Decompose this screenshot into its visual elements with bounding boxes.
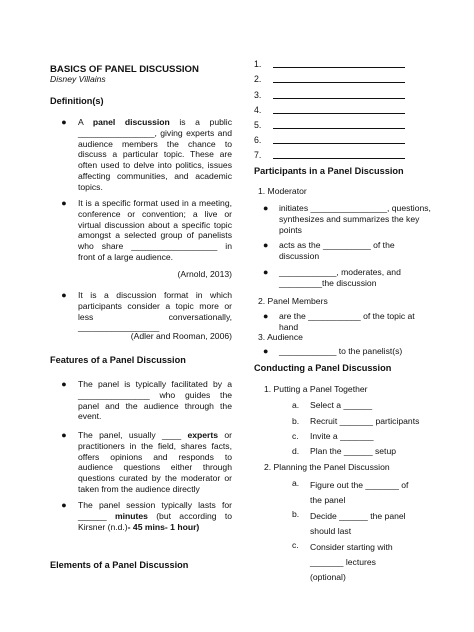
document-title: BASICS OF PANEL DISCUSSION — [50, 64, 199, 75]
step-1-item-c-letter: c. — [292, 431, 299, 441]
features-heading: Features of a Panel Discussion — [50, 355, 186, 365]
feature-3-bold-minutes: minutes — [114, 510, 148, 521]
bullet-icon: ● — [263, 311, 269, 321]
line-number: 1. — [254, 59, 262, 69]
definition-1-pre: A — [78, 117, 93, 127]
definition-1 — [50, 117, 232, 193]
line-number: 3. — [254, 90, 262, 100]
line-number: 7. — [254, 150, 262, 160]
answer-line — [273, 128, 405, 129]
step-1-item-b: Recruit _______ participants — [310, 416, 420, 426]
bullet-icon: ● — [61, 430, 67, 440]
step-2-item-a: Figure out the _______ of the panel — [310, 480, 409, 505]
answer-line — [273, 98, 405, 99]
participants-heading: Participants in a Panel Discussion — [254, 166, 404, 176]
answer-line — [273, 143, 405, 144]
step-2-item-a-letter: a. — [292, 478, 300, 488]
step-2-item-b-letter: b. — [292, 509, 300, 519]
definition-2 — [50, 198, 232, 263]
step-2-item-b: Decide ______ the panel should last — [310, 511, 406, 536]
bullet-icon: ● — [61, 290, 67, 300]
answer-line — [273, 113, 405, 114]
definition-1-text: is a public ________________, giving experts and audience members the chance to discuss a particular topic. These are often used to delve into politics, issues affecting communities, and academic topics. — [78, 117, 232, 192]
step-2-label: 2. Planning the Panel Discussion — [264, 462, 390, 472]
step-1-label: 1. Putting a Panel Together — [264, 384, 368, 394]
definition-2-citation: (Arnold, 2013) — [177, 269, 232, 279]
moderator-item-2 — [263, 240, 431, 262]
feature-2-bold: experts — [187, 430, 219, 440]
feature-1-text: The panel is typically facilitated by a _______________ who guides the panel and the audience through the event. — [78, 379, 232, 422]
panel-members-item-1-text: are the ___________ of the topic at hand — [279, 311, 415, 332]
moderator-item-2-text: acts as the __________ of the discussion — [279, 240, 395, 261]
elements-heading: Elements of a Panel Discussion — [50, 560, 189, 570]
answer-line — [273, 82, 405, 83]
definitions-heading: Definition(s) — [50, 96, 104, 106]
bullet-icon: ● — [61, 379, 67, 389]
moderator-label: 1. Moderator — [258, 186, 307, 196]
bullet-icon: ● — [61, 500, 67, 510]
line-number: 2. — [254, 74, 262, 84]
moderator-item-3 — [263, 267, 431, 289]
moderator-item-3-text: ____________, moderates, and _________the discussion — [279, 267, 401, 288]
audience-label: 3. Audience — [258, 332, 303, 342]
definition-3-text: It is a discussion format in which participants consider a topic more or less conversationally, _________________ — [78, 290, 232, 333]
feature-2 — [50, 430, 232, 495]
bullet-icon: ● — [61, 117, 67, 127]
bullet-icon: ● — [263, 346, 269, 356]
definition-2-text: It is a specific format used in a meeting, conference or convention; a live or virtual discussion about a specific topic amongst a selected group of panelists who share __________________ in front of a large audience. — [78, 198, 232, 262]
feature-2-pre: The panel, usually ____ — [78, 430, 188, 440]
step-1-item-a: Select a ______ — [310, 400, 373, 410]
feature-3-pre: The panel session typically lasts for ______ — [78, 500, 232, 521]
definition-1-term: panel discussion — [92, 117, 170, 127]
panel-members-label: 2. Panel Members — [258, 296, 328, 306]
answer-line — [273, 158, 405, 159]
step-2-item-c: Consider starting with _______ lectures (optional) — [310, 542, 393, 582]
feature-3 — [50, 500, 232, 532]
step-1-item-c: Invite a _______ — [310, 431, 374, 441]
bullet-icon: ● — [263, 240, 269, 250]
moderator-item-1 — [263, 203, 431, 236]
answer-line — [273, 67, 405, 68]
audience-item-1-text: ____________ to the panelist(s) — [279, 346, 403, 356]
audience-item-1 — [263, 346, 431, 357]
bullet-icon: ● — [61, 198, 67, 208]
feature-2-text: or practitioners in the field, shares facts, offers opinions and responds to audience questions either through questions curated by the moderator or taken from the audience directly — [78, 430, 232, 494]
moderator-item-1-text: initiates ________________, questions, synthesizes and summarizes the key points — [279, 203, 431, 235]
feature-3-mid: (but according to Kirsner (n.d.) — [78, 510, 232, 532]
feature-1 — [50, 379, 232, 422]
line-number: 4. — [254, 105, 262, 115]
line-number: 6. — [254, 135, 262, 145]
document-subtitle: Disney Villains — [50, 74, 106, 84]
step-2-item-c-letter: c. — [292, 540, 299, 550]
bullet-icon: ● — [263, 267, 269, 277]
bullet-icon: ● — [263, 203, 269, 213]
step-1-item-d-letter: d. — [292, 446, 300, 456]
line-number: 5. — [254, 120, 262, 130]
step-1-item-b-letter: b. — [292, 416, 300, 426]
definition-3 — [50, 290, 232, 333]
conducting-heading: Conducting a Panel Discussion — [254, 363, 392, 373]
step-1-item-a-letter: a. — [292, 400, 300, 410]
definition-3-citation: (Adler and Rooman, 2006) — [130, 331, 232, 341]
panel-members-item-1 — [263, 311, 431, 333]
feature-3-bold-duration: - 45 mins- 1 hour) — [127, 521, 200, 532]
step-1-item-d: Plan the ______ setup — [310, 446, 397, 456]
